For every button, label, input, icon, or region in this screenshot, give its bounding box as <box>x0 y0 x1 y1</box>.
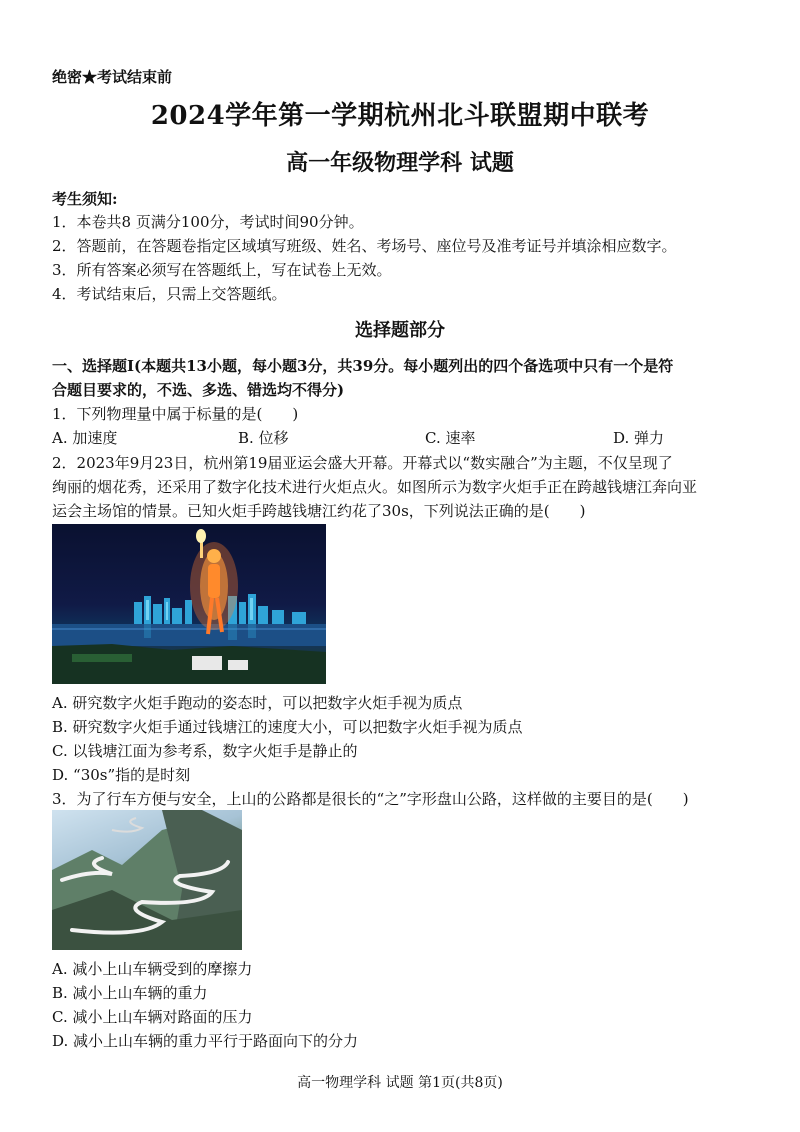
section-instruction: 一、选择题Ⅰ(本题共13小题，每小题3分，共39分。每小题列出的四个备选项中只有一个是符 <box>52 357 674 375</box>
mountain-road-photo <box>52 810 242 950</box>
notice-item: 3．所有答案必须写在答题纸上，写在试卷上无效。 <box>52 261 392 279</box>
question-1-option-d: D. 弹力 <box>613 429 665 447</box>
notice-heading: 考生须知: <box>52 190 118 208</box>
question-2-option-b: B. 研究数字火炬手通过钱塘江的速度大小，可以把数字火炬手视为质点 <box>52 718 523 736</box>
question-1-option-a: A. 加速度 <box>52 429 118 447</box>
question-1-option-b: B. 位移 <box>238 429 289 447</box>
question-1-option-c: C. 速率 <box>425 429 476 447</box>
question-2-stem: 运会主场馆的情景。已知火炬手跨越钱塘江约花了30s，下列说法正确的是( ) <box>52 502 586 520</box>
notice-item: 2．答题前，在答题卷指定区域填写班级、姓名、考场号、座位号及准考证号并填涂相应数字。 <box>52 237 677 255</box>
question-2-stem: 2．2023年9月23日，杭州第19届亚运会盛大开幕。开幕式以“数实融合”为主题，不仅呈现了 <box>52 454 673 472</box>
page-footer: 高一物理学科 试题 第1页(共8页) <box>297 1075 503 1091</box>
question-3-option-c: C. 减小上山车辆对路面的压力 <box>52 1008 253 1026</box>
question-2-stem: 绚丽的烟花秀，还采用了数字化技术进行火炬点火。如图所示为数字火炬手正在跨越钱塘江奔向亚 <box>52 478 698 496</box>
question-1-stem: 1．下列物理量中属于标量的是( ) <box>52 405 299 423</box>
torchbearer-photo <box>52 524 326 684</box>
question-2-option-d: D. “30s”指的是时刻 <box>52 766 191 784</box>
exam-subtitle: 高一年级物理学科 试题 <box>286 150 514 176</box>
secret-label: 绝密★考试结束前 <box>52 68 173 86</box>
notice-item: 1．本卷共8 页满分100分，考试时间90分钟。 <box>52 213 364 231</box>
section-instruction: 合题目要求的，不选、多选、错选均不得分) <box>52 381 345 399</box>
question-2-option-a: A. 研究数字火炬手跑动的姿态时，可以把数字火炬手视为质点 <box>52 694 463 712</box>
question-3-option-b: B. 减小上山车辆的重力 <box>52 984 208 1002</box>
question-2-option-c: C. 以钱塘江面为参考系，数字火炬手是静止的 <box>52 742 358 760</box>
section-title: 选择题部分 <box>355 320 445 341</box>
exam-title: 2024学年第一学期杭州北斗联盟期中联考 <box>150 101 650 131</box>
question-3-option-d: D. 减小上山车辆的重力平行于路面向下的分力 <box>52 1032 359 1050</box>
question-3-stem: 3．为了行车方便与安全，上山的公路都是很长的“之”字形盘山公路，这样做的主要目的是( ) <box>52 790 689 808</box>
question-3-option-a: A. 减小上山车辆受到的摩擦力 <box>52 960 253 978</box>
notice-item: 4．考试结束后，只需上交答题纸。 <box>52 285 287 303</box>
